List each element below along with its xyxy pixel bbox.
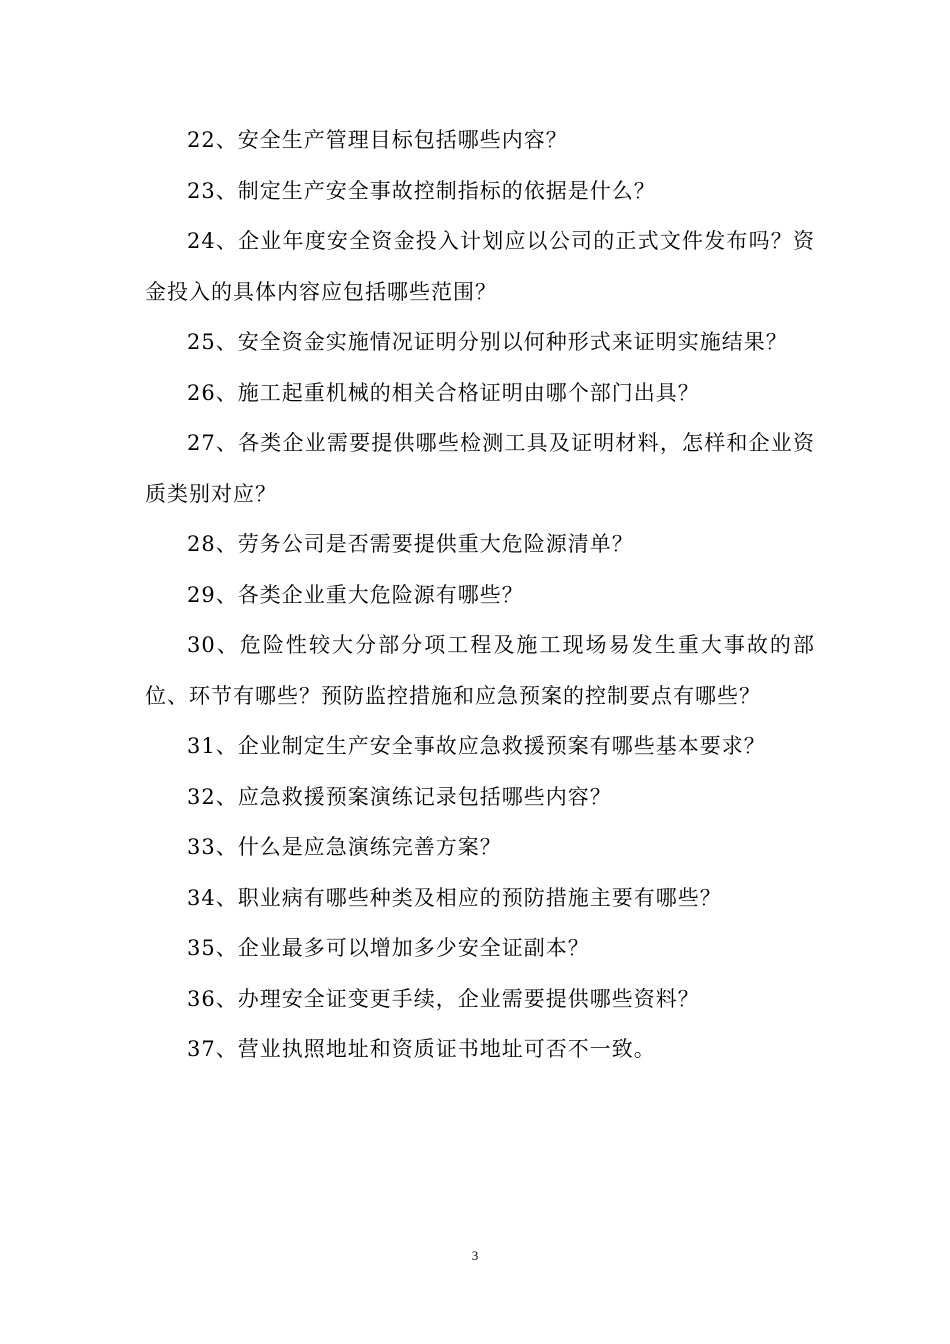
question-32: 32、应急救援预案演练记录包括哪些内容？ [187, 784, 612, 809]
question-30: 30、危险性较大分部分项工程及施工现场易发生重大事故的部位、环节有哪些？预防监控措施和应急预案的控制要点有哪些？ [145, 633, 815, 708]
question-33: 33、什么是应急演练完善方案？ [187, 835, 502, 859]
document-body [145, 115, 815, 1075]
question-36: 36、办理安全证变更手续，企业需要提供哪些资料？ [187, 986, 700, 1011]
question-22: 22、安全生产管理目标包括哪些内容？ [187, 128, 568, 152]
question-27: 27、各类企业需要提供哪些检测工具及证明材料，怎样和企业资质类别对应？ [145, 431, 815, 506]
question-25: 25、安全资金实施情况证明分别以何种形式来证明实施结果？ [187, 330, 788, 354]
question-24: 24、企业年度安全资金投入计划应以公司的正式文件发布吗？资金投入的具体内容应包括哪些范围？ [145, 229, 815, 304]
question-35: 35、企业最多可以增加多少安全证副本？ [187, 936, 590, 960]
page-number: 3 [471, 1248, 479, 1263]
question-29: 29、各类企业重大危险源有哪些？ [187, 582, 524, 607]
question-28: 28、劳务公司是否需要提供重大危险源清单？ [187, 532, 634, 556]
question-37: 37、营业执照地址和资质证书地址可否不一致。 [187, 1037, 656, 1061]
question-34: 34、职业病有哪些种类及相应的预防措施主要有哪些？ [187, 885, 722, 910]
question-26: 26、施工起重机械的相关合格证明由哪个部门出具？ [187, 380, 700, 405]
question-23: 23、制定生产安全事故控制指标的依据是什么？ [187, 178, 656, 203]
question-31: 31、企业制定生产安全事故应急救援预案有哪些基本要求？ [187, 734, 766, 758]
